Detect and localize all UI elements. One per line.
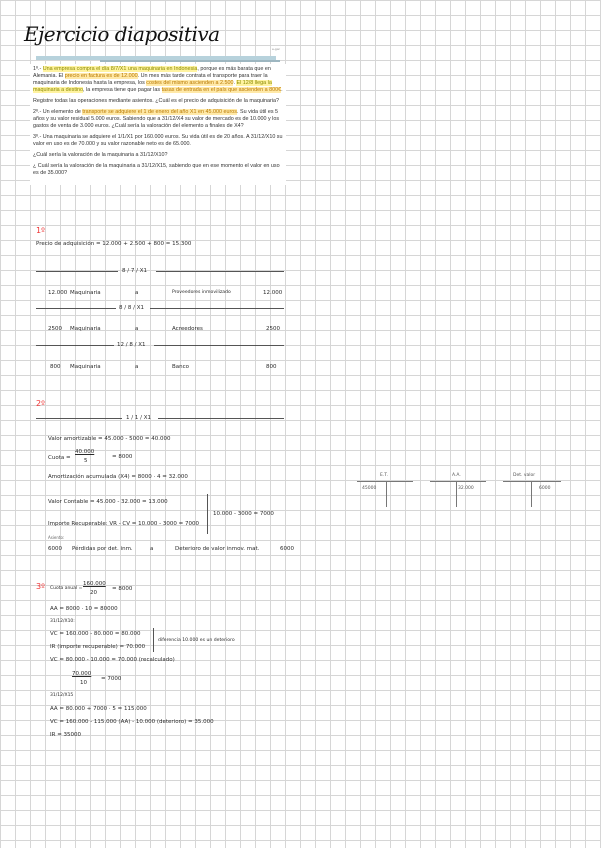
ex2-bracket xyxy=(207,494,208,534)
ex2-amortizable-value: Valor amortizable = 45.000 - 5000 = 40.000 xyxy=(48,436,171,442)
t-account-3-stem xyxy=(531,481,532,507)
ex2-quota-denominator: 5 xyxy=(84,458,88,464)
ex1-entry-1-debit-account: Maquinaria xyxy=(70,290,101,296)
ex3-quota-numerator: 160.000 xyxy=(83,581,106,587)
statement-exercise-1-question: Registre todas las operaciones mediante asientos. ¿Cuál es el precio de adquisición de la maquinaria? xyxy=(33,98,280,104)
ex1-entry-1-a: a xyxy=(135,290,139,296)
t-account-3-value: 6000 xyxy=(539,486,551,491)
t-account-2-label: A.A. xyxy=(452,473,461,478)
ex3-quota-denominator: 20 xyxy=(90,590,97,596)
ex1-date-2: 8 / 8 / X1 xyxy=(119,305,144,311)
journal-rule xyxy=(158,418,284,419)
journal-rule xyxy=(150,308,284,309)
t-account-2-stem xyxy=(456,481,457,507)
statement-exercise-2: 2º.- Un elemento de transporte se adquiere el 1 de enero del año X1 en 45.000 euros. Su vida útil es 5 años y su valor residual 5.000 euros. Sabiendo que a 31/12/X4 su valor de mercado es de 10.000 y los gastos de venta de 3.000 euros. ¿Cuál sería la valoración del elemento a finales de X4? xyxy=(33,109,280,129)
ex1-entry-2-credit-account: Acreedores xyxy=(172,326,203,332)
ex2-recoverable-amount: Importe Recuperable: VR - CV = 10.000 - 3000 = 7000 xyxy=(48,521,199,527)
ex2-quota-numerator: 40.000 xyxy=(75,449,95,455)
ex1-entry-1-credit-amount: 12.000 xyxy=(263,290,283,296)
ex2-entry-credit-account: Deterioro de valor inmov. mat. xyxy=(175,546,260,552)
pasted-corner-tag: e-gar xyxy=(272,47,280,51)
ex1-entry-3-credit-amount: 800 xyxy=(266,364,277,370)
ex1-date-3: 12 / 8 / X1 xyxy=(117,342,146,348)
pasted-header-bar-secondary xyxy=(100,60,280,62)
t-account-3-label: Det. valor xyxy=(513,473,536,478)
ex3-new-quota-result: = 7000 xyxy=(101,676,122,682)
statement-exercise-3-question-2: ¿ Cuál sería la valoración de la maquinaria a 31/12/X15, sabiendo que en ese momento el valor en uso es de 35.000? xyxy=(33,163,280,176)
ex3-brace xyxy=(153,628,154,652)
ex3-book-value-x10: VC = 160.000 - 80.000 = 80.000 xyxy=(50,631,141,637)
statement-exercise-3: 3º.- Una maquinaria se adquiere el 1/1/X1 por 160.000 euros. Su vida útil es de 20 años. A 31/12/X10 su valor en uso es de 70.000 y su valor razonable neto es de 65.000. xyxy=(33,134,283,147)
ex1-entry-3-debit-amount: 800 xyxy=(50,364,61,370)
ex2-entry-label: Asiento: xyxy=(48,535,65,540)
ex2-entry-a: a xyxy=(150,546,154,552)
t-account-1-label: E.T. xyxy=(380,473,388,478)
ex3-deterioration-note: diferencia 10.000 es un deterioro xyxy=(158,638,235,643)
ex2-entry-credit-amount: 6000 xyxy=(280,546,294,552)
ex1-entry-3-debit-account: Maquinaria xyxy=(70,364,101,370)
t-account-1-bar xyxy=(357,481,413,482)
t-account-1-value: 45000 xyxy=(362,486,377,491)
ex2-entry-debit-account: Pérdidas por det. inm. xyxy=(72,546,133,552)
ex1-entry-1-credit-account: Proveedores inmovilizado xyxy=(172,290,231,295)
ex3-quota-result: = 8000 xyxy=(112,586,133,592)
ex1-entry-2-debit-account: Maquinaria xyxy=(70,326,101,332)
journal-rule xyxy=(36,271,118,272)
t-account-3-bar xyxy=(503,481,561,482)
ex1-acquisition-price: Precio de adquisición = 12.000 + 2.500 + 800 = 15.300 xyxy=(36,241,192,247)
ex3-new-quota-denominator: 10 xyxy=(80,680,87,686)
ex3-heading-x15: 31/12/X15 xyxy=(50,693,74,698)
ex3-quota-label: Cuota anual = xyxy=(50,586,83,591)
ex2-accumulated-amortization: Amortización acumulada (X4) = 8000 · 4 = 32.000 xyxy=(48,474,188,480)
statement-exercise-3-question-1: ¿Cuál sería la valoración de la maquinaria a 31/12/X10? xyxy=(33,152,168,158)
ex2-side-calc: 10.000 - 3000 = 7000 xyxy=(213,511,274,517)
exercise-2-number: 2º xyxy=(36,399,45,408)
t-account-2-value: 32.000 xyxy=(458,486,474,491)
ex3-recoverable-x15: IR = 35000 xyxy=(50,732,82,738)
ex3-new-quota-numerator: 70.000 xyxy=(72,671,92,677)
ex3-recoverable-x10: IR (importe recuperable) = 70.000 xyxy=(50,644,146,650)
ex3-book-value-x15: VC = 160.000 - 115.000 (AA) - 10.000 (deterioro) = 35.000 xyxy=(50,719,214,725)
ex1-entry-3-credit-account: Banco xyxy=(172,364,190,370)
journal-rule xyxy=(154,345,284,346)
ex2-quota-result: = 8000 xyxy=(112,454,133,460)
t-account-2-bar xyxy=(430,481,486,482)
journal-rule xyxy=(36,345,114,346)
journal-rule xyxy=(36,308,116,309)
ex1-entry-2-debit-amount: 2500 xyxy=(48,326,62,332)
ex1-date-1: 8 / 7 / X1 xyxy=(122,268,147,274)
exercise-1-number: 1º xyxy=(36,226,45,235)
ex1-entry-2-a: a xyxy=(135,326,139,332)
page-title: Ejercicio diapositiva xyxy=(24,22,220,46)
exercise-3-number: 3º xyxy=(36,582,45,591)
ex3-heading-x10: 31/12/X10: xyxy=(50,619,75,624)
ex1-entry-3-a: a xyxy=(135,364,139,370)
ex3-accumulated-amortization: AA = 8000 · 10 = 80000 xyxy=(50,606,118,612)
ex1-entry-1-debit-amount: 12.000 xyxy=(48,290,68,296)
exercise-statement xyxy=(30,64,286,185)
ex3-recalculated-value: VC = 80.000 - 10.000 = 70.000 (recalculado) xyxy=(50,657,175,663)
ex1-entry-2-credit-amount: 2500 xyxy=(266,326,280,332)
t-account-1-stem xyxy=(386,481,387,507)
ex2-entry-debit-amount: 6000 xyxy=(48,546,62,552)
statement-exercise-1: 1º.- Una empresa compra el día 8/7/X1 una maquinaria en Indonesia, porque es más barata que en Alemania. El precio en factura es de 12.000. Un mes más tarde contrata el transporte para traer la maquinaria de Indonesia hasta la empresa, los costes del mismo ascienden a 2.500. El 12/8 llega la maquinaria a destino, la empresa tiene que pagar las tasas de entrada en el país que ascienden a 800€. xyxy=(33,66,283,93)
ex3-accumulated-x15: AA = 80.000 + 7000 · 5 = 115.000 xyxy=(50,706,147,712)
journal-rule xyxy=(36,418,122,419)
ex2-annual-quota-label: Cuota = xyxy=(48,455,71,461)
ex2-date: 1 / 1 / X1 xyxy=(126,415,151,421)
journal-rule xyxy=(156,271,284,272)
ex2-book-value: Valor Contable = 45.000 - 32.000 = 13.000 xyxy=(48,499,168,505)
